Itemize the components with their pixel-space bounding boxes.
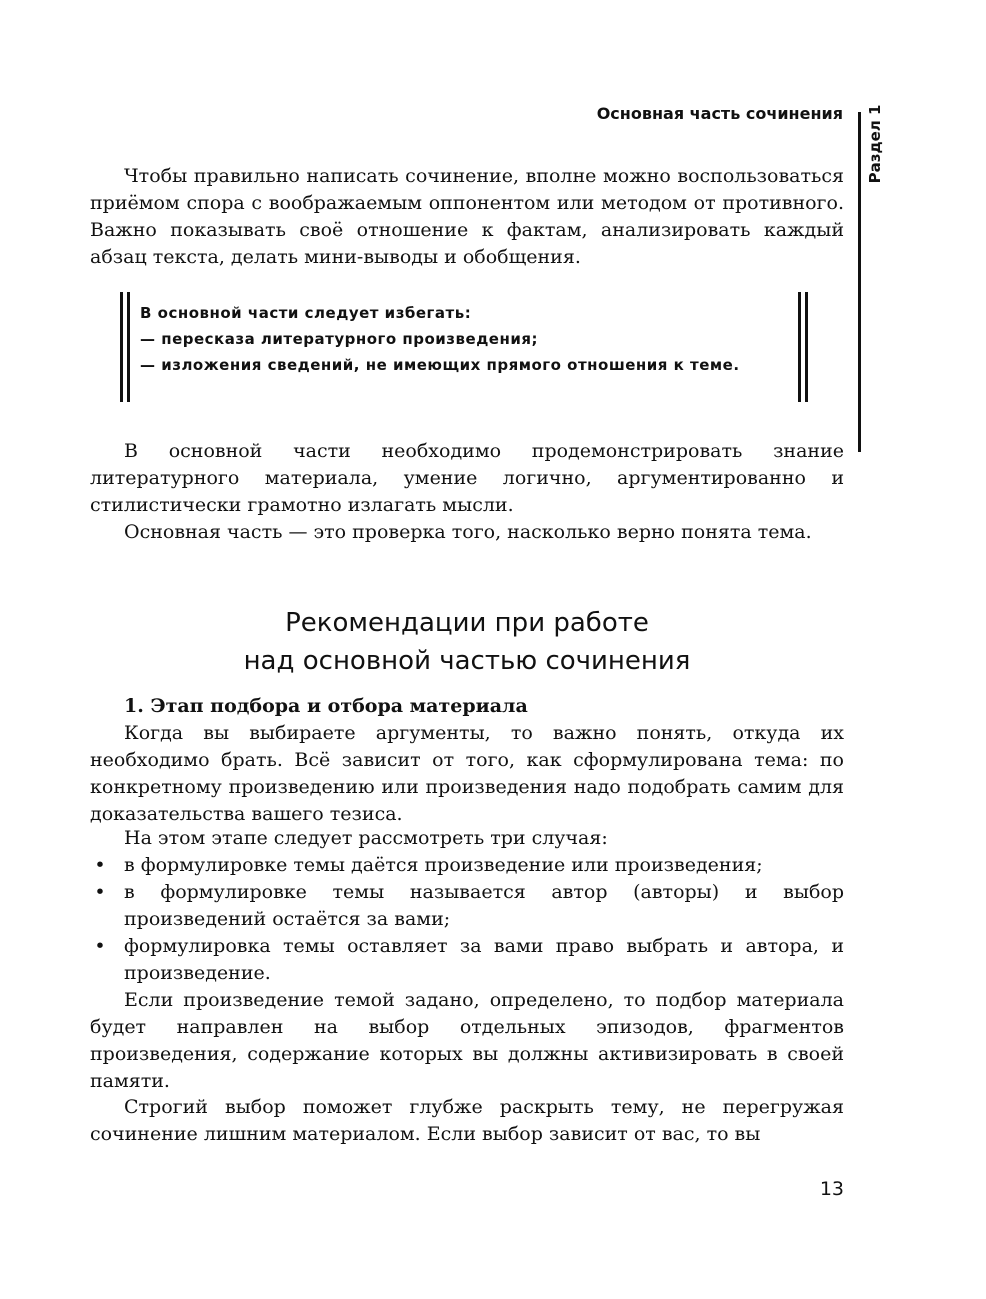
paragraph-choice: Когда вы выбираете аргументы, то важно понять, откуда их необходимо брать. Всё зависит от того, как сформулирована тема: по конкретному произведению или произведения надо подобрать самим для доказательства вашего тезиса. xyxy=(90,722,844,825)
list-item-text: в формулировке темы называется автор (авторы) и выбор произведений остаётся за вами; xyxy=(124,881,844,930)
section-tab xyxy=(863,104,887,184)
stage-heading: 1. Этап подбора и отбора материала xyxy=(124,695,528,717)
page-number: 13 xyxy=(819,1178,844,1200)
paragraph-given: Если произведение темой задано, определено, то подбор материала будет направлен на выбор отдельных эпизодов, фрагментов произведения, содержание которых вы должны активизировать в своей памяти. xyxy=(90,989,844,1092)
list-item-text: формулировка темы оставляет за вами право выбрать и автора, и произведение. xyxy=(124,935,844,984)
paragraph-strict: Строгий выбор поможет глубже раскрыть тему, не перегружая сочинение лишним материалом. Если выбор зависит от вас, то вы xyxy=(90,1096,844,1145)
list-item-text: в формулировке темы даётся произведение или произведения; xyxy=(124,854,763,876)
note-item: — изложения сведений, не имеющих прямого отношения к теме. xyxy=(140,356,740,374)
bullet-icon: • xyxy=(94,854,106,876)
paragraph-cases: На этом этапе следует рассмотреть три случая: xyxy=(124,827,608,849)
paragraph-check: Основная часть — это проверка того, насколько верно понята тема. xyxy=(124,521,812,543)
note-left-bar xyxy=(120,292,123,402)
section-tab-label: Раздел 1 xyxy=(866,104,884,184)
side-rule xyxy=(858,112,861,452)
bullet-icon: • xyxy=(94,935,106,957)
note-item: — пересказа литературного произведения; xyxy=(140,330,538,348)
cases-list xyxy=(90,852,844,987)
note-right-bar xyxy=(805,292,808,402)
section-heading-line: Рекомендации при работе xyxy=(285,608,649,638)
section-heading xyxy=(90,604,844,680)
note-box xyxy=(120,292,808,402)
bullet-icon: • xyxy=(94,881,106,903)
note-lead: В основной части следует избегать: xyxy=(140,304,472,322)
list-item xyxy=(90,879,844,933)
note-left-bar xyxy=(127,292,130,402)
paragraph-knowledge: В основной части необходимо продемонстрировать знание литературного материала, умение логично, аргументированно и стилистически грамотно излагать мысли. xyxy=(90,440,844,516)
list-item xyxy=(90,933,844,987)
note-right-bar xyxy=(798,292,801,402)
section-heading-line: над основной частью сочинения xyxy=(243,646,691,676)
intro-paragraph: Чтобы правильно написать сочинение, вполне можно воспользоваться приёмом спора с воображаемым оппонентом или методом от противного. Важно показывать своё отношение к фактам, анализировать каждый абзац текста, делать мини-выводы и обобщения. xyxy=(90,165,844,268)
note-text xyxy=(140,300,790,378)
list-item xyxy=(90,852,844,879)
running-head: Основная часть сочинения xyxy=(596,104,843,123)
